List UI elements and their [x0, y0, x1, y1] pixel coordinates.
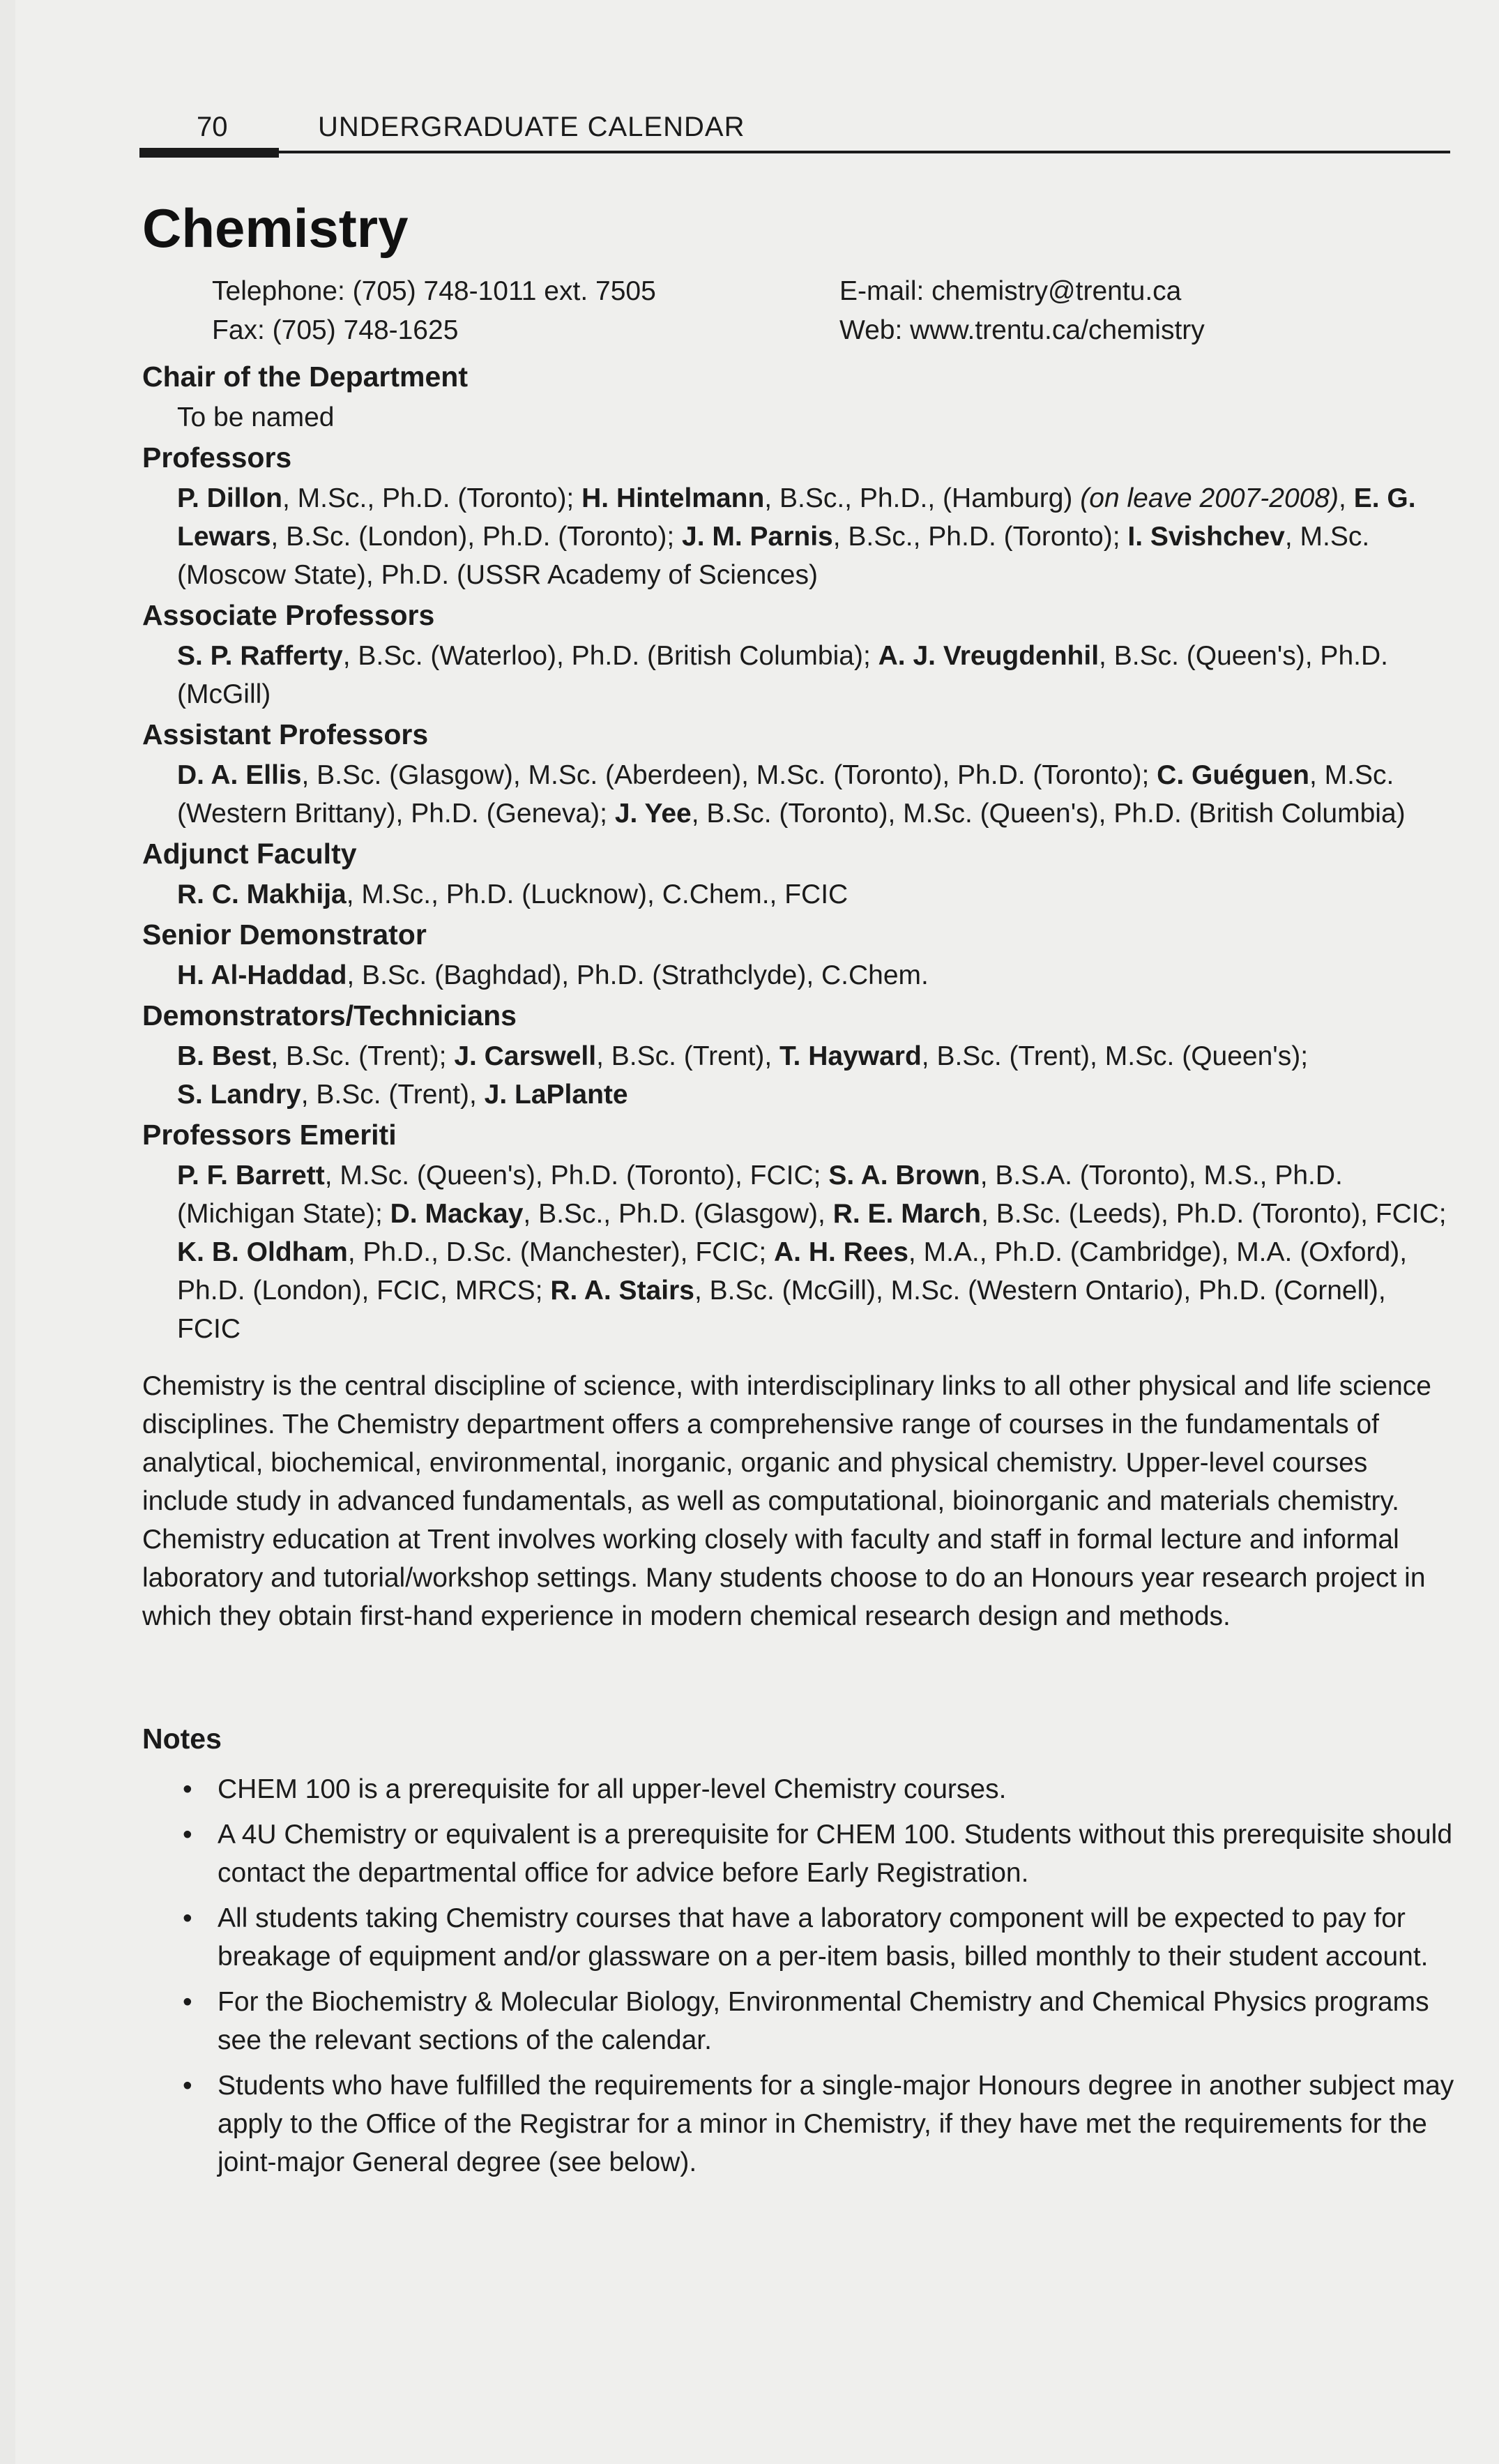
- person-credentials: , B.Sc. (Queen's), Ph.D. (McGill): [177, 641, 1388, 709]
- person-name: R. E. March: [832, 1199, 982, 1229]
- person-name: A. H. Rees: [774, 1237, 908, 1267]
- note-text: Students who have fulfilled the requirements for a single-major Honours degree in another subject may apply to the Office of the Registrar for a minor in Chemistry, if they have met the requirements for the joint-major General degree (see below).: [218, 2071, 1454, 2177]
- page-title: Chemistry: [142, 197, 409, 259]
- person-name: S. A. Brown: [828, 1161, 980, 1191]
- list-item: [183, 1899, 1459, 1976]
- calendar-page: [15, 0, 1499, 2464]
- person-name: P. Dillon: [177, 483, 282, 513]
- emeriti-list: [177, 1156, 1453, 1348]
- separator: ,: [1339, 483, 1346, 513]
- person-name: J. LaPlante: [484, 1080, 628, 1110]
- person-name: J. Yee: [614, 799, 692, 829]
- person-name: A. J. Vreugdenhil: [878, 641, 1099, 671]
- page-header: [139, 106, 1450, 162]
- person-name: D. A. Ellis: [177, 760, 302, 790]
- leave-note: (on leave 2007-2008): [1080, 483, 1339, 513]
- person-credentials: , B.Sc. (Trent), M.Sc. (Queen's);: [921, 1041, 1309, 1071]
- contact-left: [212, 272, 839, 350]
- demonstrators-list: [177, 1037, 1453, 1114]
- department-description: Chemistry is the central discipline of science, with interdisciplinary links to all other physical and life science disciplines. The Chemistry department offers a comprehensive range of courses in the fundamentals of analytical, biochemical, environmental, inorganic, organic and physical chemistry. Upper-level courses include study in advanced fundamentals, as well as computational, bioinorganic and materials chemistry. Chemistry education at Trent involves working closely with faculty and staff in formal lecture and informal laboratory and tutorial/workshop settings. Many students choose to do an Honours year research project in which they obtain first-hand experience in modern chemical research design and methods.: [142, 1371, 1431, 1631]
- person-credentials: , M.Sc., Ph.D. (Lucknow), C.Chem., FCIC: [346, 879, 849, 909]
- note-text: All students taking Chemistry courses that have a laboratory component will be expected to pay for breakage of equipment and/or glassware on a per-item basis, billed monthly to their student account.: [218, 1903, 1429, 1972]
- person-name: H. Hintelmann: [581, 483, 765, 513]
- person-credentials: , B.Sc. (McGill), M.Sc. (Western Ontario), Ph.D. (Cornell), FCIC: [177, 1276, 1386, 1344]
- person-name: H. Al-Haddad: [177, 960, 347, 990]
- person-name: E. G. Lewars: [177, 483, 1416, 552]
- email-text: E-mail: chemistry@trentu.ca: [839, 276, 1182, 306]
- contact-right: [839, 272, 1453, 350]
- person-name: C. Guéguen: [1157, 760, 1309, 790]
- person-name: K. B. Oldham: [177, 1237, 348, 1267]
- demonstrators-heading: Demonstrators/Technicians: [142, 999, 517, 1031]
- bullet-icon: •: [183, 1774, 192, 1804]
- emeriti-heading: Professors Emeriti: [142, 1119, 397, 1151]
- header-rule: [139, 151, 1450, 153]
- person-credentials: , M.Sc. (Western Brittany), Ph.D. (Geneva);: [177, 760, 1394, 829]
- person-name: J. M. Parnis: [682, 522, 833, 552]
- person-credentials: , B.Sc. (Baghdad), Ph.D. (Strathclyde), C.Chem.: [347, 960, 929, 990]
- assistant-heading: Assistant Professors: [142, 718, 429, 750]
- list-item: [183, 1815, 1459, 1892]
- associate-list: [177, 637, 1453, 713]
- adjunct-list: [177, 875, 1453, 914]
- person-credentials: , B.Sc. (Trent);: [271, 1041, 455, 1071]
- person-credentials: , B.Sc. (London), Ph.D. (Toronto);: [271, 522, 682, 552]
- person-credentials: , B.Sc., Ph.D., (Hamburg): [764, 483, 1081, 513]
- person-name: T. Hayward: [779, 1041, 922, 1071]
- bullet-icon: •: [183, 1903, 192, 1933]
- person-credentials: , B.S.A. (Toronto), M.S., Ph.D. (Michigan State);: [177, 1161, 1343, 1229]
- bullet-icon: •: [183, 1820, 192, 1850]
- senior-list: [177, 956, 1453, 995]
- bullet-icon: •: [183, 1987, 192, 2017]
- person-name: B. Best: [177, 1041, 271, 1071]
- person-credentials: , M.Sc., Ph.D. (Toronto);: [282, 483, 582, 513]
- person-name: D. Mackay: [390, 1199, 524, 1229]
- faculty-listing: [142, 356, 1453, 1348]
- person-credentials: , M.Sc. (Queen's), Ph.D. (Toronto), FCIC;: [324, 1161, 829, 1191]
- notes-list: [183, 1770, 1459, 2189]
- assistant-list: [177, 756, 1453, 833]
- fax-text: Fax: (705) 748-1625: [212, 315, 459, 345]
- web-text: Web: www.trentu.ca/chemistry: [839, 315, 1205, 345]
- note-text: CHEM 100 is a prerequisite for all upper-level Chemistry courses.: [218, 1774, 1007, 1804]
- note-text: For the Biochemistry & Molecular Biology, Environmental Chemistry and Chemical Physics programs see the relevant sections of the calendar.: [218, 1987, 1429, 2055]
- note-text: A 4U Chemistry or equivalent is a prerequisite for CHEM 100. Students without this prerequisite should contact the departmental office for advice before Early Registration.: [218, 1820, 1453, 1888]
- person-credentials: , B.Sc. (Waterloo), Ph.D. (British Columbia);: [342, 641, 878, 671]
- person-credentials: , B.Sc. (Trent),: [596, 1041, 780, 1071]
- person-name: S. P. Rafferty: [177, 641, 343, 671]
- adjunct-heading: Adjunct Faculty: [142, 838, 357, 870]
- person-credentials: , B.Sc., Ph.D. (Glasgow),: [523, 1199, 833, 1229]
- bullet-icon: •: [183, 2071, 192, 2101]
- person-name: R. C. Makhija: [177, 879, 347, 909]
- list-item: [183, 2066, 1459, 2182]
- person-credentials: , B.Sc. (Toronto), M.Sc. (Queen's), Ph.D. (British Columbia): [691, 799, 1406, 829]
- person-name: R. A. Stairs: [550, 1276, 694, 1306]
- associate-heading: Associate Professors: [142, 599, 435, 631]
- person-credentials: , M.Sc. (Moscow State), Ph.D. (USSR Academy of Sciences): [177, 522, 1370, 590]
- person-name: P. F. Barrett: [177, 1161, 325, 1191]
- header-rule-accent: [139, 148, 279, 158]
- notes-heading: Notes: [142, 1723, 222, 1755]
- chair-text: To be named: [177, 402, 335, 432]
- list-item: [183, 1983, 1459, 2059]
- running-title: UNDERGRADUATE CALENDAR: [318, 112, 745, 142]
- professors-heading: Professors: [142, 441, 292, 474]
- page-number: 70: [197, 112, 228, 142]
- person-name: J. Carswell: [454, 1041, 597, 1071]
- chair-heading: Chair of the Department: [142, 361, 468, 393]
- person-credentials: , B.Sc., Ph.D. (Toronto);: [832, 522, 1128, 552]
- person-credentials: , M.A., Ph.D. (Cambridge), M.A. (Oxford), Ph.D. (London), FCIC, MRCS;: [177, 1237, 1408, 1306]
- person-name: I. Svishchev: [1127, 522, 1285, 552]
- person-credentials: , B.Sc. (Trent),: [300, 1080, 485, 1110]
- telephone-text: Telephone: (705) 748-1011 ext. 7505: [212, 276, 656, 306]
- list-item: [183, 1770, 1459, 1808]
- senior-heading: Senior Demonstrator: [142, 919, 427, 951]
- person-credentials: , B.Sc. (Glasgow), M.Sc. (Aberdeen), M.Sc. (Toronto), Ph.D. (Toronto);: [301, 760, 1157, 790]
- professors-list: [177, 479, 1453, 594]
- person-credentials: , B.Sc. (Leeds), Ph.D. (Toronto), FCIC;: [981, 1199, 1447, 1229]
- person-credentials: , Ph.D., D.Sc. (Manchester), FCIC;: [347, 1237, 774, 1267]
- person-name: S. Landry: [177, 1080, 301, 1110]
